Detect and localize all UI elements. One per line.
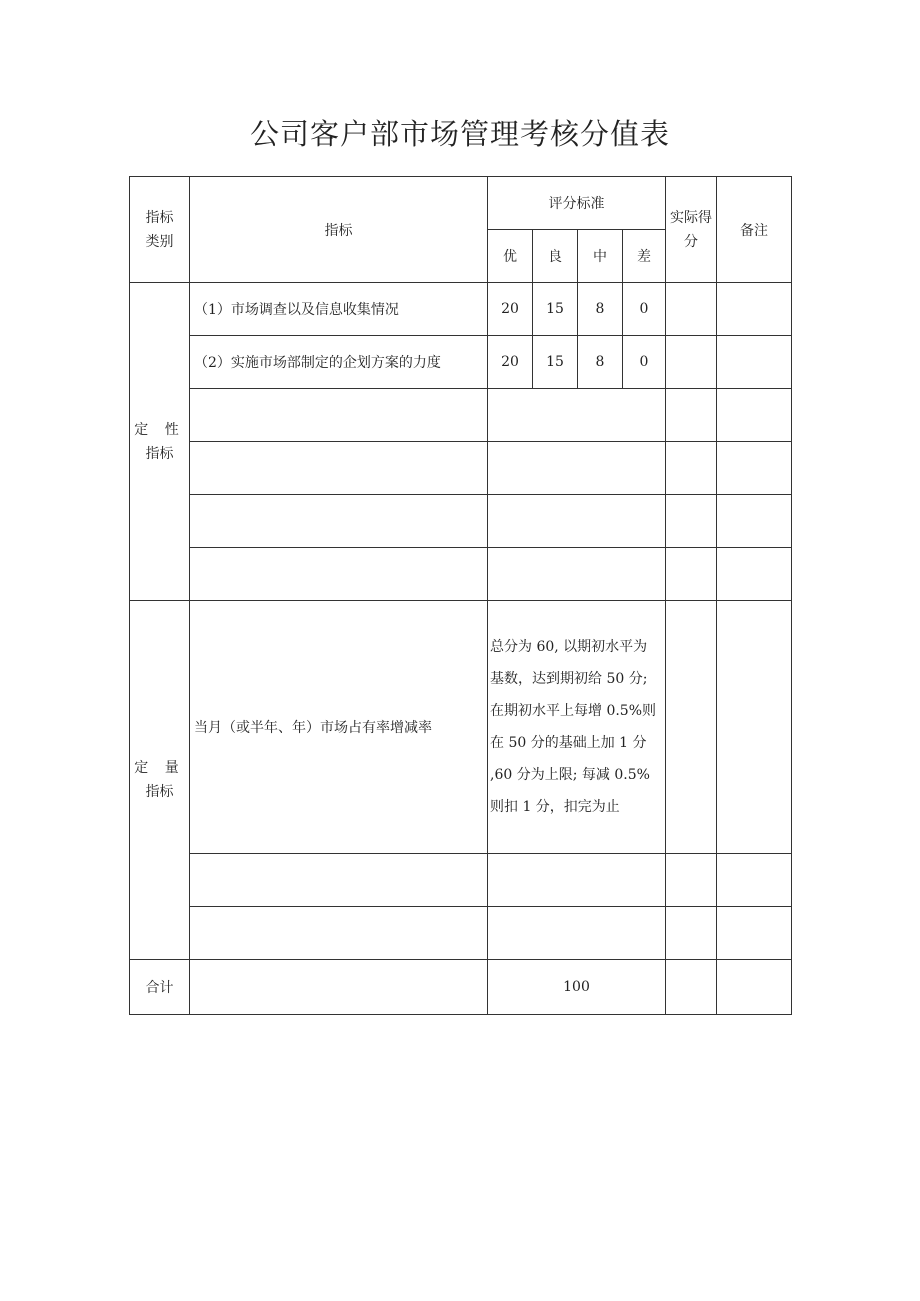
empty-standard-cell <box>488 854 666 907</box>
empty-standard-cell <box>488 548 666 601</box>
score-cell: 8 <box>578 336 623 389</box>
score-cell: 0 <box>623 336 666 389</box>
remarks-cell <box>717 960 792 1015</box>
table-row <box>130 907 792 960</box>
remarks-cell <box>717 442 792 495</box>
header-indicator: 指标 <box>190 177 488 283</box>
qualitative-indicator-1: （1）市场调查以及信息收集情况 <box>190 283 488 336</box>
actual-score-cell <box>666 601 717 854</box>
actual-score-cell <box>666 389 717 442</box>
score-cell: 15 <box>533 283 578 336</box>
qualitative-category-cell <box>130 283 190 601</box>
empty-indicator-cell <box>190 548 488 601</box>
grade-average: 中 <box>578 230 623 283</box>
quantitative-category-line2: 指标 <box>145 784 174 800</box>
empty-standard-cell <box>488 389 666 442</box>
table-row <box>130 548 792 601</box>
table-row <box>130 283 792 336</box>
actual-score-cell <box>666 907 717 960</box>
empty-standard-cell <box>488 907 666 960</box>
score-cell: 8 <box>578 283 623 336</box>
quantitative-indicator: 当月（或半年、年）市场占有率增减率 <box>190 601 488 854</box>
empty-standard-cell <box>488 442 666 495</box>
empty-indicator-cell <box>190 389 488 442</box>
quantitative-category-cell <box>130 601 190 960</box>
remarks-cell <box>717 336 792 389</box>
remarks-cell <box>717 854 792 907</box>
standard-line: 则扣 1 分，扣完为止 <box>490 799 620 815</box>
remarks-cell <box>717 495 792 548</box>
score-cell: 20 <box>488 336 533 389</box>
table-row <box>130 389 792 442</box>
empty-standard-cell <box>488 495 666 548</box>
standard-line: 基数，达到期初给 50 分; <box>490 671 648 687</box>
actual-score-cell <box>666 548 717 601</box>
standard-line: 总分为 60, 以期初水平为 <box>490 639 648 655</box>
score-cell: 20 <box>488 283 533 336</box>
header-category-line1: 指标 <box>145 209 174 226</box>
total-value: 100 <box>488 960 666 1015</box>
grade-poor: 差 <box>623 230 666 283</box>
empty-indicator-cell <box>190 960 488 1015</box>
assessment-table <box>129 176 792 1015</box>
actual-score-cell <box>666 495 717 548</box>
standard-line: 在期初水平上每增 0.5%则 <box>490 703 657 719</box>
remarks-cell <box>717 389 792 442</box>
header-actual-line1: 实际得 <box>670 209 712 226</box>
qualitative-indicator-2: （2）实施市场部制定的企划方案的力度 <box>190 336 488 389</box>
page-title: 公司客户部市场管理考核分值表 <box>249 117 670 151</box>
remarks-cell <box>717 548 792 601</box>
score-cell: 0 <box>623 283 666 336</box>
header-actual-line2: 分 <box>684 233 698 250</box>
total-label: 合计 <box>130 960 190 1015</box>
qualitative-category-line1: 定 性 <box>134 421 185 438</box>
header-category-cell <box>130 177 190 283</box>
header-actual-score-cell <box>666 177 717 283</box>
table-row <box>130 495 792 548</box>
remarks-cell <box>717 601 792 854</box>
standard-line: ,60 分为上限; 每减 0.5% <box>490 767 650 783</box>
empty-indicator-cell <box>190 907 488 960</box>
table-row <box>130 336 792 389</box>
score-cell: 15 <box>533 336 578 389</box>
header-remarks: 备注 <box>717 177 792 283</box>
qualitative-category-line2: 指标 <box>145 445 174 462</box>
remarks-cell <box>717 907 792 960</box>
header-scoring-standard: 评分标准 <box>488 177 666 230</box>
quantitative-standard <box>488 601 666 854</box>
actual-score-cell <box>666 854 717 907</box>
actual-score-cell <box>666 283 717 336</box>
grade-excellent: 优 <box>488 230 533 283</box>
empty-indicator-cell <box>190 854 488 907</box>
empty-indicator-cell <box>190 495 488 548</box>
actual-score-cell <box>666 442 717 495</box>
table-row <box>130 601 792 854</box>
total-row <box>130 960 792 1015</box>
standard-line: 在 50 分的基础上加 1 分 <box>490 735 647 751</box>
table-row <box>130 442 792 495</box>
remarks-cell <box>717 283 792 336</box>
actual-score-cell <box>666 960 717 1015</box>
table-row <box>130 854 792 907</box>
quantitative-category-line1: 定 量 <box>134 760 185 776</box>
grade-good: 良 <box>533 230 578 283</box>
empty-indicator-cell <box>190 442 488 495</box>
actual-score-cell <box>666 336 717 389</box>
header-category-line2: 类别 <box>145 233 174 250</box>
